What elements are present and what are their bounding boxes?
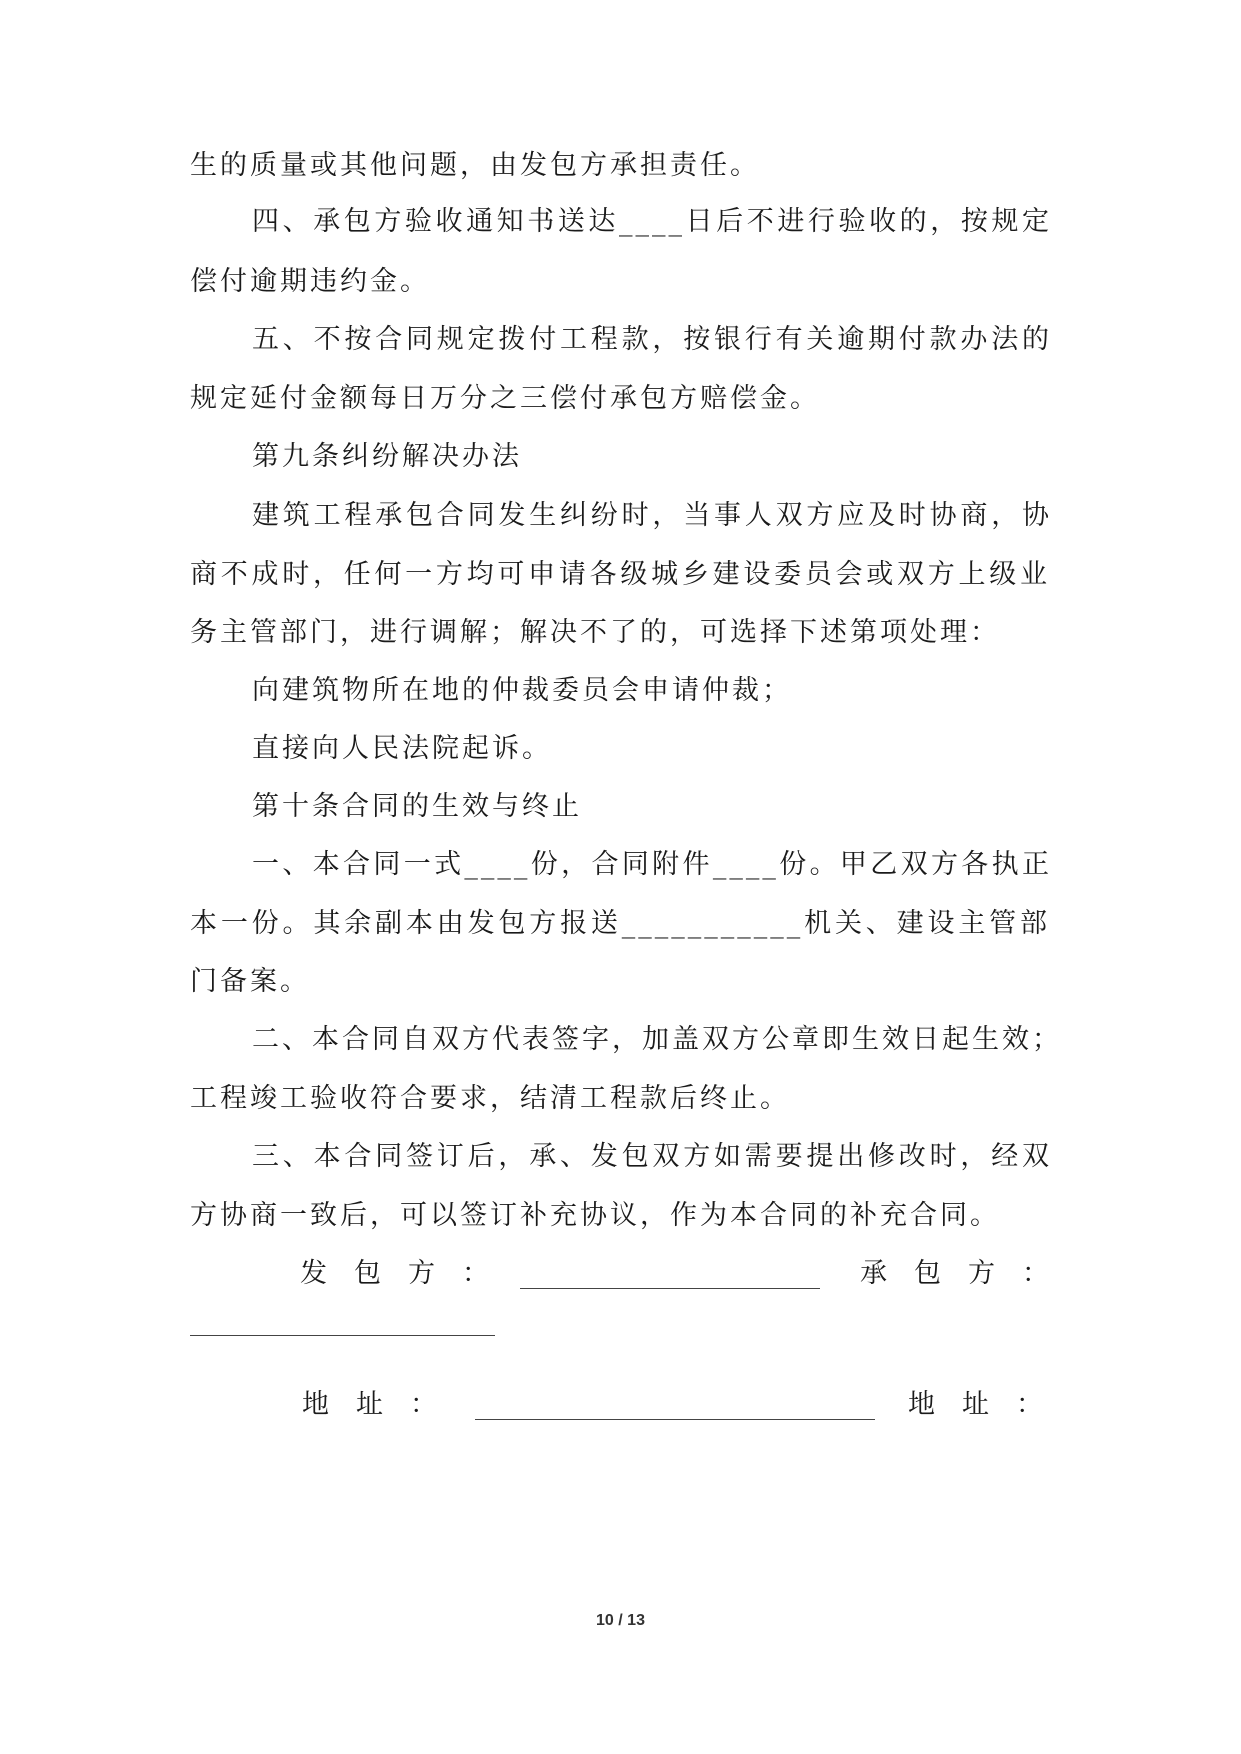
body-line: 五、不按合同规定拨付工程款，按银行有关逾期付款办法的	[252, 324, 1052, 355]
contractor-label: 发 包 方 ：	[300, 1258, 489, 1289]
body-line: 建筑工程承包合同发生纠纷时，当事人双方应及时协商，协	[252, 500, 1052, 531]
body-line: 务主管部门，进行调解；解决不了的，可选择下述第项处理：	[190, 617, 1000, 648]
signature-row-address	[190, 1385, 1050, 1425]
body-line: 本一份。其余副本由发包方报送___________机关、建设主管部	[190, 908, 1050, 939]
page-number: 10 / 13	[596, 1612, 645, 1629]
body-line: 二、本合同自双方代表签字，加盖双方公章即生效日起生效；	[252, 1024, 1062, 1055]
address-label-right: 地 址 ：	[908, 1389, 1043, 1420]
contractor-blank-line	[520, 1288, 820, 1289]
body-line: 工程竣工验收符合要求，结清工程款后终止。	[190, 1083, 790, 1114]
body-line: 四、承包方验收通知书送达____日后不进行验收的，按规定	[252, 206, 1052, 237]
body-line: 门备案。	[190, 966, 310, 997]
body-line: 偿付逾期违约金。	[190, 266, 430, 297]
body-line: 规定延付金额每日万分之三偿付承包方赔偿金。	[190, 383, 820, 414]
body-line: 一、本合同一式____份，合同附件____份。甲乙双方各执正	[252, 849, 1052, 880]
address-label-left: 地 址 ：	[302, 1389, 437, 1420]
body-line: 方协商一致后，可以签订补充协议，作为本合同的补充合同。	[190, 1200, 1000, 1231]
builder-blank-line	[190, 1335, 495, 1336]
section-heading: 第十条合同的生效与终止	[252, 791, 582, 822]
address-blank-line	[475, 1419, 875, 1420]
builder-label: 承 包 方 ：	[860, 1258, 1049, 1289]
body-line: 三、本合同签订后，承、发包双方如需要提出修改时，经双	[252, 1141, 1052, 1172]
body-line: 生的质量或其他问题，由发包方承担责任。	[190, 150, 760, 181]
body-line: 商不成时，任何一方均可申请各级城乡建设委员会或双方上级业	[190, 559, 1050, 590]
list-item: 直接向人民法院起诉。	[252, 733, 552, 764]
list-item: 向建筑物所在地的仲裁委员会申请仲裁；	[252, 675, 792, 706]
signature-row-parties	[190, 1254, 1050, 1294]
section-heading: 第九条纠纷解决办法	[252, 441, 522, 472]
